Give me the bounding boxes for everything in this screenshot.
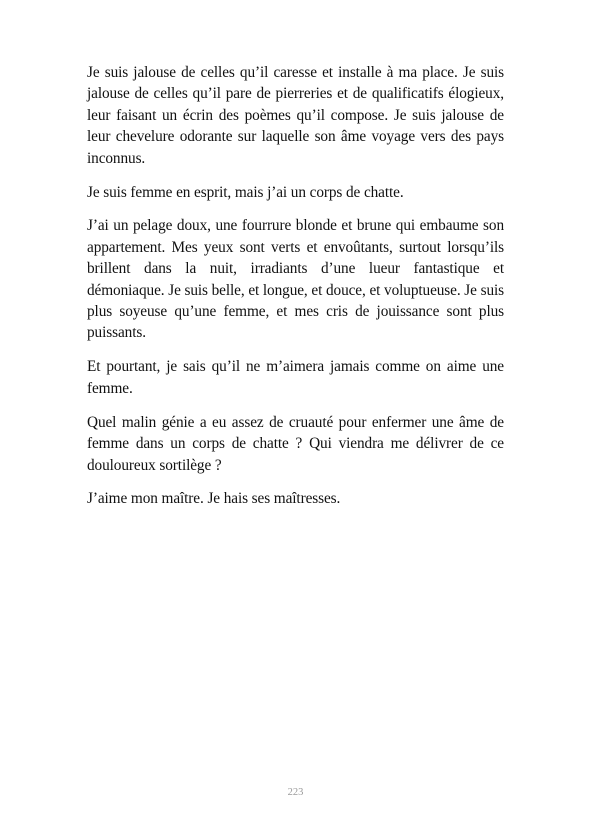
paragraph-2: Je suis femme en esprit, mais j’ai un corps de chatte. [87,183,404,201]
page-number: 223 [287,787,304,798]
paragraph-6: J’aime mon maître. Je hais ses maîtresses. [87,490,341,508]
paragraph-5: Quel malin génie a eu assez de cruauté pour enfermer une âme de femme dans un corps de chatte ? Qui viendra me délivrer de ce douloureux sortilège ? [87,413,504,474]
paragraph-1: Je suis jalouse de celles qu’il caresse et installe à ma place. Je suis jalouse de celles qu’il pare de pierreries et de qualificatifs élogieux, leur faisant un écrin des poèmes qu’il compose. Je suis jalouse de leur chevelure odorante sur laquelle son âme voyage vers des pays inconnus. [87,64,504,167]
paragraph-4: Et pourtant, je sais qu’il ne m’aimera jamais comme on aime une femme. [87,358,504,397]
paragraph-3: J’ai un pelage doux, une fourrure blonde et brune qui embaume son appartement. Mes yeux sont verts et envoûtants, surtout lorsqu’ils brillent dans la nuit, irradiants d’une lueur fantastique et démoniaque. Je suis belle, et longue, et douce, et voluptueuse. Je suis plus soyeuse qu’une femme, et mes cris de jouissance sont plus puissants. [87,217,504,342]
body-text [87,62,504,522]
